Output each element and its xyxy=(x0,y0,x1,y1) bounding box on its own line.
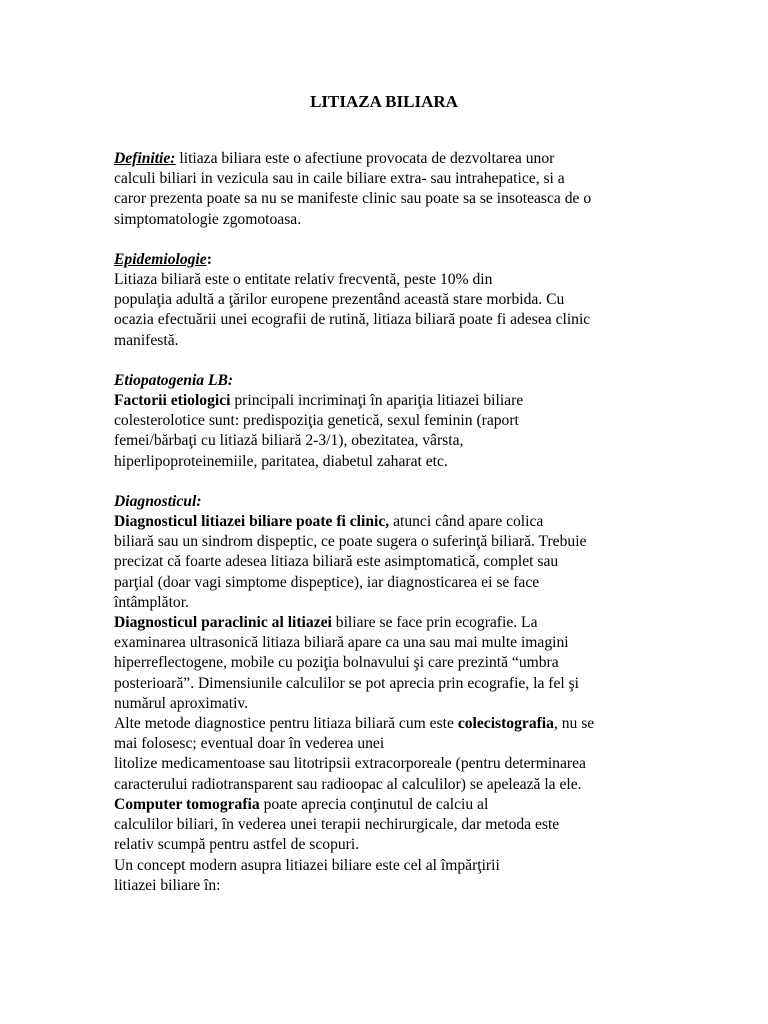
diagnosticul-p2-line: posterioară”. Dimensiunile calculilor se pot aprecia prin ecografie, la fel şi xyxy=(114,674,580,692)
diagnosticul-p2-rest: biliare se face prin ecografie. La xyxy=(331,614,538,632)
diagnosticul-p5-line: litiazei biliare în: xyxy=(114,876,221,894)
spacer xyxy=(114,230,674,250)
spacer xyxy=(114,472,674,492)
diagnosticul-p3-post: , nu se xyxy=(553,715,595,733)
diagnosticul-p1-line: precizat că foarte adesea litiaza biliară este asimptomatică, complet sau xyxy=(114,553,559,571)
etiopatogenia-heading: Etiopatogenia LB: xyxy=(114,371,234,389)
diagnosticul-p2-bold: Diagnosticul paraclinic al litiazei xyxy=(114,614,332,632)
epidemiologie-line: Litiaza biliară este o entitate relativ frecventă, peste 10% din xyxy=(114,271,493,289)
etiopatogenia-lead-rest: principali incriminaţi în apariţia litiazei biliare xyxy=(230,392,524,410)
diagnosticul-p4-bold: Computer tomografia xyxy=(114,795,260,813)
diagnosticul-p4-rest: poate aprecia conţinutul de calciu al xyxy=(259,795,489,813)
diagnosticul-p1-bold: Diagnosticul litiazei biliare poate fi clinic, xyxy=(114,513,390,531)
epidemiologie-heading-line xyxy=(114,250,674,270)
epidemiologie-heading: Epidemiologie xyxy=(114,250,207,268)
section-etiopatogenia xyxy=(114,371,674,472)
epidemiologie-colon: : xyxy=(206,250,212,268)
etiopatogenia-lead-line xyxy=(114,391,674,411)
diagnosticul-p4-line: calculilor biliari, în vederea unei terapii nechirurgicale, dar metoda este xyxy=(114,816,560,834)
diagnosticul-p3-line: caracterului radiotransparent sau radioopac al calculilor) se apelează la ele. xyxy=(114,775,582,793)
diagnosticul-p2-lead xyxy=(114,613,674,633)
diagnosticul-p2-line: hiperreflectogene, mobile cu poziţia bolnavului şi care prezintă “umbra xyxy=(114,654,559,672)
definitie-heading: Definitie: xyxy=(114,150,176,167)
diagnosticul-p1-line: biliară sau un sindrom dispeptic, ce poate sugera o suferinţă biliară. Trebuie xyxy=(114,533,587,551)
diagnosticul-p3-pre: Alte metode diagnostice pentru litiaza biliară cum este xyxy=(114,715,458,733)
diagnosticul-p1-lead xyxy=(114,512,674,532)
diagnosticul-p5-line: Un concept modern asupra litiazei biliare este cel al împărţirii xyxy=(114,856,500,874)
diagnosticul-p4-lead xyxy=(114,795,674,815)
document-body xyxy=(114,149,674,896)
etiopatogenia-line: femei/bărbaţi cu litiază biliară 2-3/1), obezitatea, vârsta, xyxy=(114,432,464,450)
diagnosticul-p1-line: parţial (doar vagi simptome dispeptice), iar diagnosticarea ei se face xyxy=(114,573,540,591)
diagnosticul-p3-lead xyxy=(114,714,674,734)
diagnosticul-p3-line: litolize medicamentoase sau litotripsii extracorporeale (pentru determinarea xyxy=(114,755,586,773)
definitie-text: litiaza biliara este o afectiune provocata de dezvoltarea unor xyxy=(175,150,555,167)
epidemiologie-line: populaţia adultă a ţărilor europene prezentând această stare morbida. Cu xyxy=(114,291,565,309)
diagnosticul-p1-line: întâmplător. xyxy=(114,593,189,611)
document-title: LITIAZA BILIARA xyxy=(310,92,458,111)
diagnosticul-p4-line: relativ scumpă pentru astfel de scopuri. xyxy=(114,836,360,854)
diagnosticul-p1-rest: atunci când apare colica xyxy=(389,513,544,531)
section-epidemiologie xyxy=(114,250,674,351)
definitie-line: calculi biliari in vezicula sau in caile biliare extra- sau intrahepatice, si a xyxy=(114,170,565,188)
etiopatogenia-line: hiperlipoproteinemiile, paritatea, diabetul zaharat etc. xyxy=(114,452,448,470)
spacer xyxy=(114,351,674,371)
diagnosticul-p2-line: examinarea ultrasonică litiaza biliară apare ca una sau mai multe imagini xyxy=(114,634,569,652)
diagnosticul-p2-line: numărul aproximativ. xyxy=(114,694,249,712)
etiopatogenia-line: colesterolotice sunt: predispoziţia genetică, sexul feminin (raport xyxy=(114,412,519,430)
epidemiologie-line: manifestă. xyxy=(114,331,179,349)
section-diagnosticul xyxy=(114,492,674,896)
diagnosticul-p3-bold: colecistografia xyxy=(457,715,554,733)
etiopatogenia-lead-bold: Factorii etiologici xyxy=(114,392,231,410)
definitie-line: simptomatologie zgomotoasa. xyxy=(114,210,302,228)
definitie-first-line xyxy=(114,149,674,169)
diagnosticul-heading: Diagnosticul: xyxy=(114,492,202,510)
definitie-line: caror prezenta poate sa nu se manifeste clinic sau poate sa se insoteasca de o xyxy=(114,190,592,208)
epidemiologie-line: ocazia efectuării unei ecografii de rutină, litiaza biliară poate fi adesea clinic xyxy=(114,311,591,329)
diagnosticul-p3-line: mai folosesc; eventual doar în vederea unei xyxy=(114,735,385,753)
section-definitie xyxy=(114,149,674,230)
